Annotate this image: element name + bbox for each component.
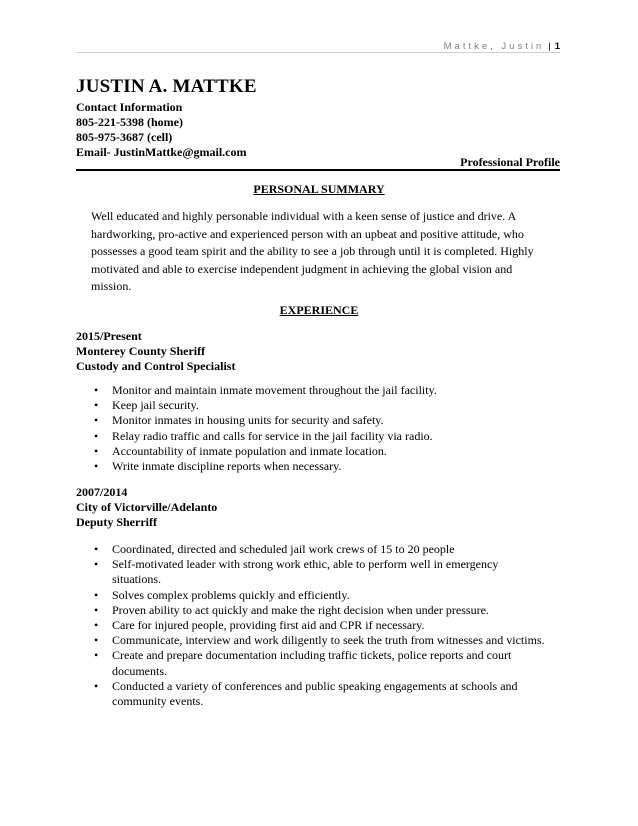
list-item: • Solves complex problems quickly and efficiently.	[94, 588, 549, 603]
list-item: • Create and prepare documentation including traffic tickets, police reports and court documents.	[94, 648, 549, 678]
list-item: • Monitor inmates in housing units for security and safety.	[94, 413, 549, 428]
experience-title: EXPERIENCE	[279, 303, 359, 317]
contact-block	[76, 100, 246, 160]
profile-label: Professional Profile	[460, 155, 560, 169]
job-2-header	[76, 485, 217, 530]
job-1-position: Custody and Control Specialist	[76, 359, 236, 373]
list-item: • Accountability of inmate population and inmate location.	[94, 444, 549, 459]
job-2-dates: 2007/2014	[76, 485, 128, 499]
candidate-name: JUSTIN A. MATTKE	[76, 76, 257, 97]
list-item: • Coordinated, directed and scheduled jail work crews of 15 to 20 people	[94, 542, 549, 557]
job-2-position: Deputy Sherriff	[76, 515, 157, 529]
list-item: • Communicate, interview and work diligently to seek the truth from witnesses and victims.	[94, 633, 549, 648]
summary-text: Well educated and highly personable individual with a keen sense of justice and drive. A hardworking, pro-active and experienced person with an upbeat and positive attitude, who possesses a good team spirit and the ability to see a job through until it is completed. Highly motivated and able to exercise independent judgment in achieving the global vision and mission.	[91, 209, 534, 293]
page-header	[76, 36, 560, 53]
list-item: • Keep jail security.	[94, 398, 549, 413]
phone-cell: 805-975-3687 (cell)	[76, 130, 173, 144]
list-item: • Relay radio traffic and calls for service in the jail facility via radio.	[94, 429, 549, 444]
phone-home: 805-221-5398 (home)	[76, 115, 183, 129]
page-number: 1	[554, 41, 560, 52]
header-name: Mattke, Justin	[443, 41, 545, 52]
job-1-duties	[94, 383, 549, 474]
summary-title: PERSONAL SUMMARY	[253, 182, 385, 196]
list-item: • Monitor and maintain inmate movement throughout the jail facility.	[94, 383, 549, 398]
header-separator: |	[548, 41, 551, 52]
list-item: • Care for injured people, providing first aid and CPR if necessary.	[94, 618, 549, 633]
list-item: • Self-motivated leader with strong work ethic, able to perform well in emergency situations.	[94, 557, 549, 587]
list-item: • Write inmate discipline reports when necessary.	[94, 459, 549, 474]
job-1-header	[76, 329, 235, 374]
job-1-dates: 2015/Present	[76, 329, 142, 343]
job-2-employer: City of Victorville/Adelanto	[76, 500, 218, 514]
job-2-duties	[94, 542, 549, 709]
header-divider	[76, 169, 560, 171]
email: Email- JustinMattke@gmail.com	[76, 145, 247, 159]
job-1-employer: Monterey County Sheriff	[76, 344, 206, 358]
list-item: • Proven ability to act quickly and make the right decision when under pressure.	[94, 603, 549, 618]
list-item: • Conducted a variety of conferences and public speaking engagements at schools and community events.	[94, 679, 549, 709]
contact-heading: Contact Information	[76, 100, 183, 114]
